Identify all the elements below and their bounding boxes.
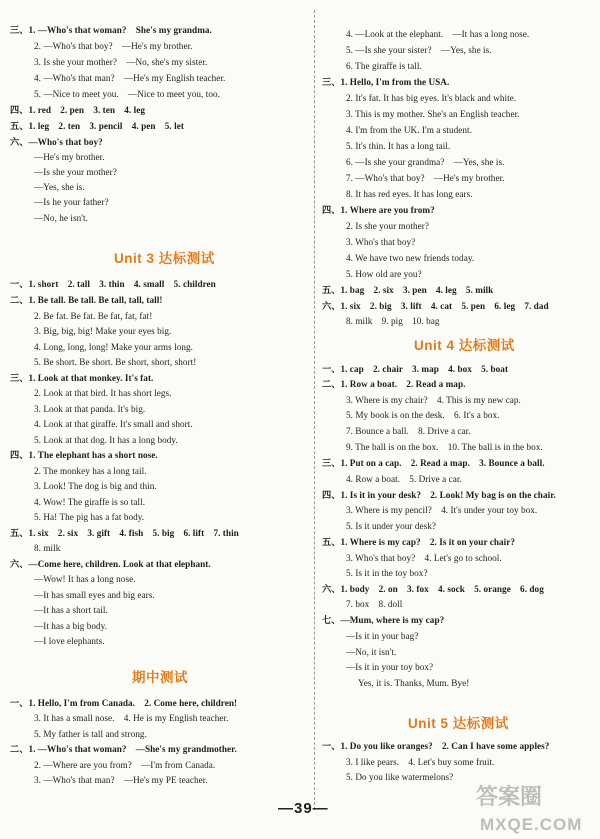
answer-line: 5. Look at that dog. It has a long body. <box>34 435 178 445</box>
answer-line: 3. Who's that boy? 4. Let's go to school. <box>346 553 502 563</box>
answer-line: 5. It's thin. It has a long tail. <box>346 141 451 151</box>
answer-line: 3. Who's that boy? <box>346 237 416 247</box>
answer-line: 7. —Who's that boy? —He's my brother. <box>346 173 505 183</box>
answer-line: 3. Look! The dog is big and thin. <box>34 481 157 491</box>
answer-line: 6. —Is she your grandma? —Yes, she is. <box>346 157 505 167</box>
answer-line: 4. Look at that giraffe. It's small and short. <box>34 419 193 429</box>
answer-line: —Wow! It has a long nose. <box>34 574 136 584</box>
answer-line: 五、1. leg 2. ten 3. pencil 4. pen 5. let <box>10 121 184 131</box>
unit5-title: Unit 5 达标测试 <box>408 716 509 731</box>
answer-line: 3. Where is my pencil? 4. It's under your toy box. <box>346 505 538 515</box>
answer-line: —Is she your mother? <box>34 167 117 177</box>
answer-line: —It has a big body. <box>34 621 108 631</box>
answer-line: 六、1. body 2. on 3. fox 4. sock 5. orange 6. dog <box>322 584 544 594</box>
watermark-bottom-text: MXQE.COM <box>480 815 583 834</box>
answer-line: 6. The giraffe is tall. <box>346 61 422 71</box>
answer-line: —No, it isn't. <box>346 647 397 657</box>
answer-line: 五、1. six 2. six 3. gift 4. fish 5. big 6. lift 7. thin <box>10 528 239 538</box>
answer-line: Yes, it is. Thanks, Mum. Bye! <box>358 678 470 688</box>
answer-line: 5. Is it in the toy box? <box>346 568 428 578</box>
answer-line: 5. How old are you? <box>346 269 422 279</box>
answer-line: 2. Look at that bird. It has short legs. <box>34 388 172 398</box>
answer-line: 2. —Who's that boy? —He's my brother. <box>34 41 193 51</box>
answer-line: 5. Be short. Be short. Be short, short, short! <box>34 357 197 367</box>
answer-line: 4. Long, long, long! Make your arms long. <box>34 342 193 352</box>
answer-line: 3. Big, big, big! Make your eyes big. <box>34 326 172 336</box>
answer-line: —No, he isn't. <box>34 213 88 223</box>
answer-line: 一、1. cap 2. chair 3. map 4. box 5. boat <box>322 364 509 374</box>
answer-line: 3. —Who's that man? —He's my PE teacher. <box>34 775 208 785</box>
answer-line: 9. The ball is on the box. 10. The ball is in the box. <box>346 442 543 452</box>
answer-line: 一、1. Hello, I'm from Canada. 2. Come here, children! <box>10 698 238 708</box>
answer-line: 5. Do you like watermelons? <box>346 772 454 782</box>
answer-line: 三、1. Put on a cap. 2. Read a map. 3. Bounce a ball. <box>322 458 545 468</box>
answer-line: 三、1. —Who's that woman? She's my grandma. <box>10 25 212 35</box>
answer-line: 六、—Who's that boy? <box>10 137 103 147</box>
answer-line: —It has a short tail. <box>34 605 108 615</box>
answer-line: —It has small eyes and big ears. <box>34 590 155 600</box>
answer-line: 四、1. red 2. pen 3. ten 4. leg <box>10 105 146 115</box>
answer-line: 4. Wow! The giraffe is so tall. <box>34 497 146 507</box>
unit3-title: Unit 3 达标测试 <box>114 251 215 266</box>
answer-line: —Is it in your bag? <box>346 631 419 641</box>
column-divider <box>314 10 315 810</box>
answer-line: —Is he your father? <box>34 197 109 207</box>
answer-line: 六、—Come here, children. Look at that elephant. <box>10 559 211 569</box>
answer-line: 7. box 8. doll <box>346 599 403 609</box>
answer-line: 3. This is my mother. She's an English teacher. <box>346 109 520 119</box>
answer-line: 二、1. Row a boat. 2. Read a map. <box>322 379 466 389</box>
answer-line: 4. Row a boat. 5. Drive a car. <box>346 474 462 484</box>
answer-line: 5. —Is she your sister? —Yes, she is. <box>346 45 492 55</box>
answer-line: 2. —Where are you from? —I'm from Canada. <box>34 760 216 770</box>
answer-line: 2. The monkey has a long tail. <box>34 466 147 476</box>
answer-line: 5. —Nice to meet you. —Nice to meet you, too. <box>34 89 220 99</box>
answer-line: 一、1. Do you like oranges? 2. Can I have some apples? <box>322 741 550 751</box>
answer-line: 2. Be fat. Be fat. Be fat, fat, fat! <box>34 311 153 321</box>
answer-line: 4. We have two new friends today. <box>346 253 475 263</box>
answer-line: 8. milk <box>34 543 61 553</box>
answer-line: 3. Look at that panda. It's big. <box>34 404 146 414</box>
answer-line: 7. Bounce a ball. 8. Drive a car. <box>346 426 471 436</box>
unit4-title: Unit 4 达标测试 <box>414 338 515 353</box>
answer-line: 3. Where is my chair? 4. This is my new cap. <box>346 395 521 405</box>
answer-line: 2. Is she your mother? <box>346 221 430 231</box>
answer-line: —I love elephants. <box>34 636 105 646</box>
answer-line: 4. I'm from the UK. I'm a student. <box>346 125 472 135</box>
answer-line: 三、1. Hello, I'm from the USA. <box>322 77 450 87</box>
answer-line: —Is it in your toy box? <box>346 662 434 672</box>
answer-line: 四、1. Is it in your desk? 2. Look! My bag is on the chair. <box>322 490 556 500</box>
page-number: —39— <box>278 800 329 817</box>
answer-line: 5. My father is tall and strong. <box>34 729 147 739</box>
answer-line: 五、1. bag 2. six 3. pen 4. leg 5. milk <box>322 285 494 295</box>
answer-line: 五、1. Where is my cap? 2. Is it on your chair? <box>322 537 516 547</box>
answer-line: 四、1. Where are you from? <box>322 205 435 215</box>
midterm-title: 期中测试 <box>132 670 188 685</box>
answer-line: 8. It has red eyes. It has long ears. <box>346 189 473 199</box>
answer-line: 5. My book is on the desk. 6. It's a box. <box>346 410 500 420</box>
answer-line: 一、1. short 2. tall 3. thin 4. small 5. children <box>10 279 216 289</box>
answer-line: 六、1. six 2. big 3. lift 4. cat 5. pen 6. leg 7. dad <box>322 301 549 311</box>
watermark-top-text: 答案圈 <box>476 784 543 809</box>
answer-line: 4. —Who's that man? —He's my English teacher. <box>34 73 226 83</box>
answer-line: 二、1. —Who's that woman? —She's my grandmother. <box>10 744 237 754</box>
answer-line: 三、1. Look at that monkey. It's fat. <box>10 373 154 383</box>
answer-line: 8. milk 9. pig 10. bag <box>346 316 440 326</box>
answer-line: 七、—Mum, where is my cap? <box>322 615 445 625</box>
answer-line: 3. I like pears. 4. Let's buy some fruit. <box>346 757 495 767</box>
answer-line: 二、1. Be tall. Be tall. Be tall, tall, tall! <box>10 295 163 305</box>
answer-line: 3. It has a small nose. 4. He is my English teacher. <box>34 713 229 723</box>
answer-line: 5. Is it under your desk? <box>346 521 437 531</box>
answer-line: 2. It's fat. It has big eyes. It's black and white. <box>346 93 517 103</box>
answer-line: 四、1. The elephant has a short nose. <box>10 450 158 460</box>
answer-line: 4. —Look at the elephant. —It has a long nose. <box>346 29 530 39</box>
answer-line: 3. Is she your mother? —No, she's my sister. <box>34 57 208 67</box>
answer-line: —Yes, she is. <box>34 182 85 192</box>
answer-line: 5. Ha! The pig has a fat body. <box>34 512 145 522</box>
answer-line: —He's my brother. <box>34 152 105 162</box>
watermark-logo <box>470 778 595 836</box>
